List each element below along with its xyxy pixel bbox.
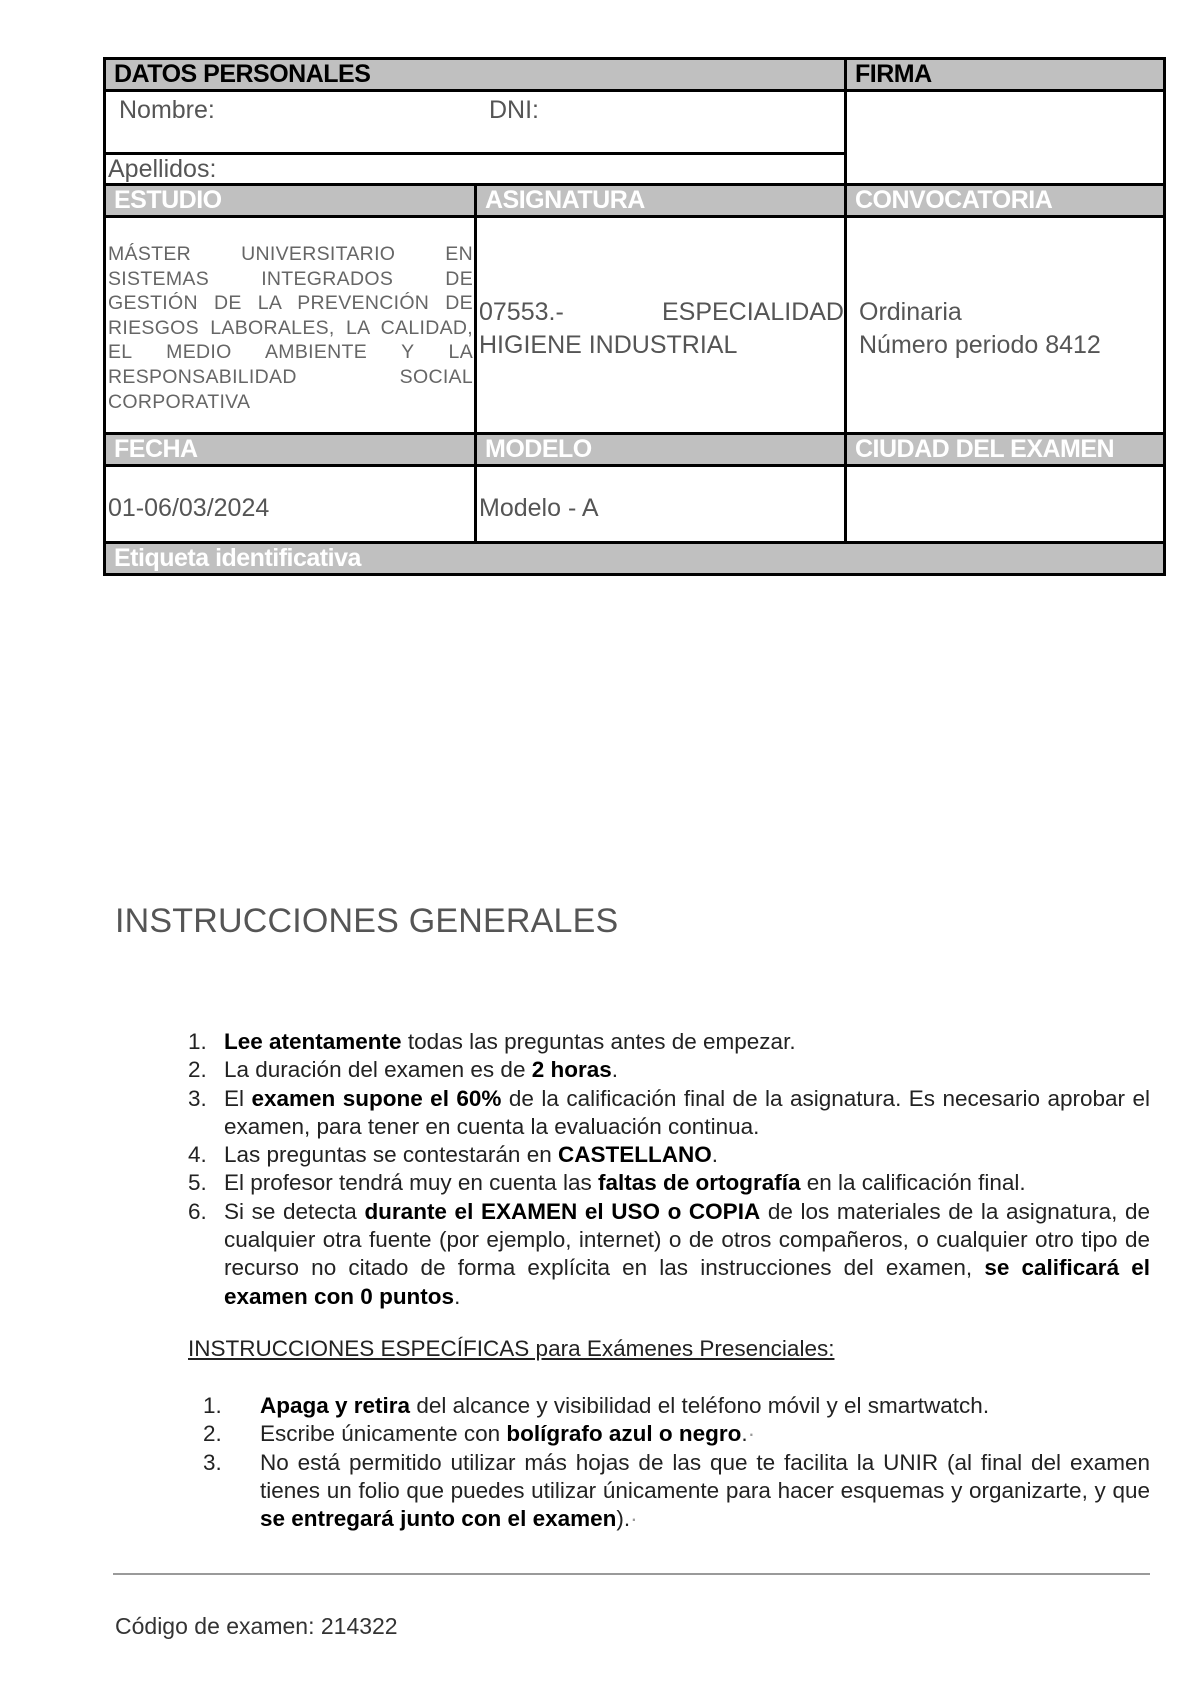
asignatura-header: ASIGNATURA	[476, 185, 846, 217]
ciudad-field[interactable]	[846, 466, 1165, 543]
convocatoria-cell	[846, 217, 1165, 434]
asignatura-code: 07553.-	[479, 298, 564, 326]
firma-header: FIRMA	[846, 59, 1165, 91]
modelo-cell	[476, 466, 846, 543]
estudio-cell	[105, 217, 476, 434]
list-item: 1. Lee atentamente todas las preguntas antes de empezar.	[188, 1029, 796, 1054]
list-item: 4. Las preguntas se contestarán en CASTELLANO.	[188, 1142, 718, 1168]
exam-header-table	[103, 57, 1166, 576]
fecha-value: 01-06/03/2024	[108, 494, 270, 522]
convocatoria-header: CONVOCATORIA	[846, 185, 1165, 217]
estudio-value: MÁSTER UNIVERSITARIO EN SISTEMAS INTEGRADOS DE GESTIÓN DE LA PREVENCIÓN DE RIESGOS LABORALES, LA CALIDAD, EL MEDIO AMBIENTE Y LA RESPONSABILIDAD SOCIAL CORPORATIVA	[108, 243, 473, 413]
general-instructions-list	[188, 1028, 1150, 1311]
modelo-header: MODELO	[476, 434, 846, 466]
list-item: 3. El examen supone el 60% de la calificación final de la asignatura. Es necesario aprobar el examen, para tener en cuenta la evaluación continua.	[188, 1085, 1151, 1139]
fecha-header: FECHA	[105, 434, 476, 466]
asignatura-cell	[476, 217, 846, 434]
exam-code: Código de examen: 214322	[115, 1613, 398, 1639]
list-item: 1. Apaga y retira del alcance y visibilidad el teléfono móvil y el smartwatch.	[203, 1393, 990, 1418]
asignatura-line2: HIGIENE INDUSTRIAL	[479, 331, 738, 359]
estudio-header: ESTUDIO	[105, 185, 476, 217]
convocatoria-value: Ordinaria	[859, 298, 962, 326]
instrucciones-generales-title: INSTRUCCIONES GENERALES	[115, 902, 619, 940]
list-item: 2. Escribe únicamente con bolígrafo azul o negro.·	[203, 1421, 756, 1447]
ciudad-header: CIUDAD DEL EXAMEN	[846, 434, 1165, 466]
instrucciones-especificas-title: INSTRUCCIONES ESPECÍFICAS para Exámenes Presenciales:	[188, 1336, 835, 1361]
nombre-label: Nombre:	[119, 96, 215, 124]
datos-personales-header: DATOS PERSONALES	[105, 59, 846, 91]
apellidos-field[interactable]	[105, 154, 846, 185]
apellidos-label: Apellidos:	[108, 155, 217, 183]
specific-instructions-list	[203, 1392, 1150, 1533]
footer-divider	[113, 1573, 1150, 1575]
list-item: 5. El profesor tendrá muy en cuenta las faltas de ortografía en la calificación final.	[188, 1170, 1026, 1196]
asignatura-word: ESPECIALIDAD	[661, 298, 844, 326]
nombre-dni-field[interactable]	[105, 91, 846, 154]
list-item: 6. Si se detecta durante el EXAMEN el USO o COPIA de los materiales de la asignatura, de cualquier otra fuente (por ejemplo, internet) o de otros compañeros, o cualquier otro tipo de recurso no citado de forma explícita en las instrucciones del examen, se calificará el examen con 0 puntos.	[188, 1198, 1151, 1309]
list-item: 2. La duración del examen es de 2 horas.	[188, 1057, 619, 1083]
etiqueta-header: Etiqueta identificativa	[105, 543, 1165, 575]
fecha-cell	[105, 466, 476, 543]
modelo-value: Modelo - A	[479, 494, 599, 522]
dni-label: DNI:	[489, 96, 539, 124]
list-item: 3. No está permitido utilizar más hojas de las que te facilita la UNIR (al final del examen tienes un folio que puedes utilizar únicamente para hacer esquemas y organizarte, y que se entregará junto con el examen).·	[203, 1449, 1150, 1532]
firma-box[interactable]	[846, 91, 1165, 185]
asignatura-value	[479, 296, 844, 362]
periodo-value: Número periodo 8412	[859, 331, 1101, 359]
